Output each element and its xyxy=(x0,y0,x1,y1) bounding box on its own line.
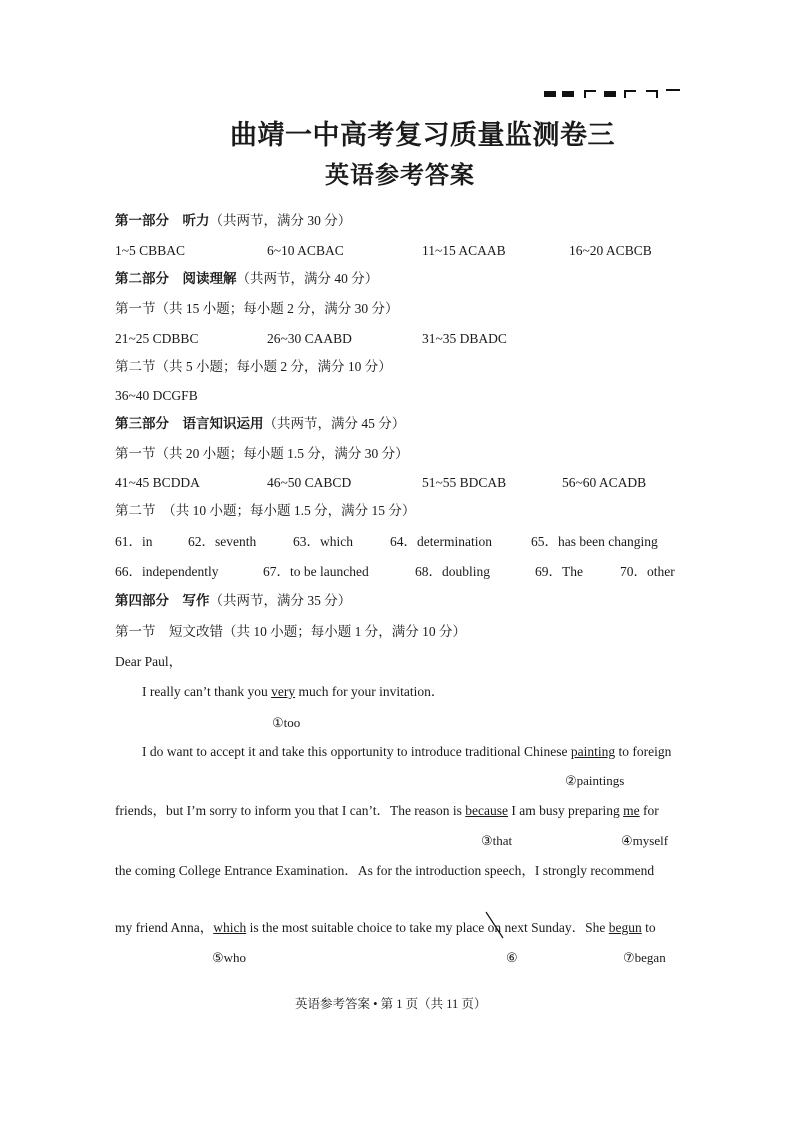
answer-group: 11~15 ACAAB xyxy=(422,243,506,258)
part4-section1-heading: 第一节 短文改错（共 10 小题；每小题 1 分，满分 10 分） xyxy=(115,624,466,639)
answer-group: 51~55 BDCAB xyxy=(422,475,507,490)
part3-section1-heading: 第一节（共 20 小题；每小题 1.5 分，满分 30 分） xyxy=(115,446,409,461)
part2-note: （共两节，满分 40 分） xyxy=(236,271,379,286)
correction-7: ⑦began xyxy=(623,950,666,965)
answer-item: 67．to be launched xyxy=(263,564,369,579)
answer-group: 1~5 CBBAC xyxy=(115,243,185,258)
answer-group: 36~40 DCGFB xyxy=(115,388,198,403)
answer-group: 6~10 ACBAC xyxy=(267,243,344,258)
letter-line-5 xyxy=(115,920,656,936)
answer-item: 70．other xyxy=(620,564,675,579)
answer-item: 66．independently xyxy=(115,564,219,579)
text: I am busy preparing xyxy=(508,803,624,818)
answer-group: 21~25 CDBBC xyxy=(115,331,199,346)
text: friends，but I’m sorry to inform you that I can’t．The reason is xyxy=(115,803,466,818)
correction-1: ①too xyxy=(272,715,301,730)
part1-heading: 第一部分 听力 xyxy=(115,213,210,228)
error-word: begun xyxy=(608,920,642,935)
text: much for your invitation． xyxy=(295,684,445,699)
part3-heading: 第三部分 语言知识运用 xyxy=(115,416,264,431)
answer-item: 63．which xyxy=(293,534,353,549)
answer-item: 68．doubling xyxy=(415,564,491,579)
part2-section1-heading: 第一节（共 15 小题；每小题 2 分，满分 30 分） xyxy=(115,301,399,316)
part4-note: （共两节，满分 35 分） xyxy=(209,593,352,608)
correction-3: ③that xyxy=(481,833,513,848)
text: to xyxy=(641,920,656,935)
answer-group: 56~60 ACADB xyxy=(562,475,647,490)
page-title: 曲靖一中高考复习质量监测卷三 xyxy=(230,120,615,150)
part4-header xyxy=(115,593,351,609)
page-footer: 英语参考答案 • 第 1 页（共 11 页） xyxy=(295,997,487,1011)
deleted-word xyxy=(488,920,502,936)
error-word: painting xyxy=(570,744,616,759)
answer-group: 16~20 ACBCB xyxy=(569,243,652,258)
part3-header xyxy=(115,416,405,432)
text: I do want to accept it and take this opportunity to introduce traditional Chinese xyxy=(142,744,571,759)
text: my friend Anna， xyxy=(115,920,214,935)
part2-heading: 第二部分 阅读理解 xyxy=(115,271,237,286)
error-word: very xyxy=(271,684,296,699)
answer-item: 65．has been changing xyxy=(531,534,658,549)
answer-item: 64．determination xyxy=(390,534,492,549)
correction-4: ④myself xyxy=(621,833,669,848)
part2-header xyxy=(115,271,378,287)
letter-line-1 xyxy=(142,684,444,700)
part3-section2-heading: 第二节 （共 10 小题；每小题 1.5 分，满分 15 分） xyxy=(115,503,416,518)
deletion-slash-icon xyxy=(484,910,506,940)
text: I really can’t thank you xyxy=(142,684,272,699)
letter-greeting: Dear Paul， xyxy=(115,654,183,669)
text: on xyxy=(487,920,502,935)
letter-line-3 xyxy=(115,803,659,819)
part3-note: （共两节，满分 45 分） xyxy=(263,416,406,431)
text: to foreign xyxy=(615,744,672,759)
correction-6: ⑥ xyxy=(506,950,518,965)
answer-group: 31~35 DBADC xyxy=(422,331,507,346)
answer-group: 26~30 CAABD xyxy=(267,331,352,346)
part4-heading: 第四部分 写作 xyxy=(115,593,210,608)
text: next Sunday．She xyxy=(501,920,609,935)
text: is the most suitable choice to take my place xyxy=(246,920,488,935)
correction-5: ⑤who xyxy=(212,950,247,965)
part1-note: （共两节，满分 30 分） xyxy=(209,213,352,228)
error-word: which xyxy=(213,920,247,935)
text: for xyxy=(639,803,659,818)
answer-item: 61．in xyxy=(115,534,153,549)
answer-group: 46~50 CABCD xyxy=(267,475,352,490)
page-subtitle: 英语参考答案 xyxy=(325,163,475,189)
part1-header xyxy=(115,213,351,229)
letter-line-2 xyxy=(142,744,671,760)
answer-item: 62．seventh xyxy=(188,534,257,549)
part2-section2-heading: 第二节（共 5 小题；每小题 2 分，满分 10 分） xyxy=(115,359,392,374)
error-word: because xyxy=(465,803,509,818)
answer-item: 69．The xyxy=(535,564,583,579)
correction-2: ②paintings xyxy=(565,773,625,788)
error-word: me xyxy=(623,803,640,818)
letter-line-4: the coming College Entrance Examination．As for the introduction speech，I strongly recommend xyxy=(115,863,655,878)
answer-group: 41~45 BCDDA xyxy=(115,475,200,490)
